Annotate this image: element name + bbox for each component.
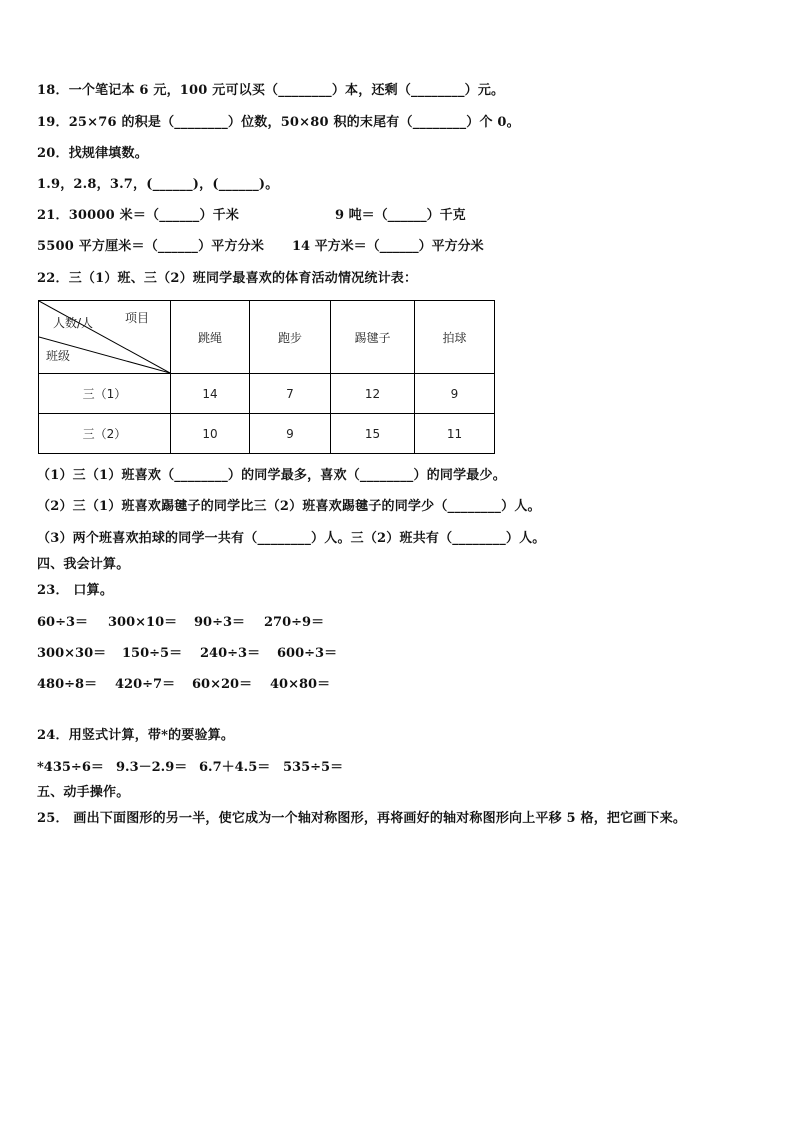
table-header: 跳绳 bbox=[171, 301, 250, 374]
section-5-heading: 五、动手操作。 bbox=[37, 785, 130, 800]
oral-item: 420÷7＝ bbox=[115, 677, 176, 692]
table-cell: 7 bbox=[250, 374, 331, 414]
section-4-heading: 四、我会计算。 bbox=[37, 557, 130, 572]
question-21-a: 21．30000 米＝（______）千米 bbox=[37, 208, 240, 223]
oral-item: 300×30＝ bbox=[37, 646, 107, 661]
table-row-label: 三（2） bbox=[39, 414, 171, 454]
table-header: 踢毽子 bbox=[331, 301, 415, 374]
corner-label-item: 项目 bbox=[125, 311, 150, 325]
question-25: 25． 画出下面图形的另一半，使它成为一个轴对称图形，再将画好的轴对称图形向上平移 5 格，把它画下来。 bbox=[37, 811, 687, 826]
table-header: 拍球 bbox=[415, 301, 495, 374]
corner-label-count: 人数/人 bbox=[53, 316, 94, 330]
question-20: 20．找规律填数。 bbox=[37, 146, 148, 161]
question-20-sequence: 1.9，2.8，3.7，(______)，(______)。 bbox=[37, 177, 279, 192]
table-cell: 15 bbox=[331, 414, 415, 454]
table-header: 跑步 bbox=[250, 301, 331, 374]
oral-item: 40×80＝ bbox=[270, 677, 331, 692]
question-23: 23． 口算。 bbox=[37, 583, 114, 598]
oral-item: 240÷3＝ bbox=[200, 646, 261, 661]
oral-item: 300×10＝ bbox=[108, 615, 178, 630]
table-corner-cell bbox=[39, 301, 171, 374]
table-cell: 14 bbox=[171, 374, 250, 414]
oral-item: 90÷3＝ bbox=[194, 615, 246, 630]
vertical-item: 9.3－2.9＝ bbox=[116, 760, 188, 775]
question-21-b: 9 吨＝（______）千克 bbox=[335, 208, 466, 223]
corner-label-class: 班级 bbox=[46, 349, 71, 363]
oral-item: 600÷3＝ bbox=[277, 646, 338, 661]
table-cell: 9 bbox=[415, 374, 495, 414]
stats-table bbox=[38, 300, 495, 454]
question-22: 22．三（1）班、三（2）班同学最喜欢的体育活动情况统计表： bbox=[37, 271, 418, 286]
question-24: 24．用竖式计算，带*的要验算。 bbox=[37, 728, 235, 743]
question-21-d: 14 平方米＝（______）平方分米 bbox=[292, 239, 484, 254]
vertical-item: 6.7＋4.5＝ bbox=[199, 760, 271, 775]
question-21-c: 5500 平方厘米＝（______）平方分米 bbox=[37, 239, 265, 254]
oral-item: 150÷5＝ bbox=[122, 646, 183, 661]
oral-item: 480÷8＝ bbox=[37, 677, 98, 692]
question-19: 19．25×76 的积是（________）位数，50×80 积的末尾有（________）个 0。 bbox=[37, 115, 520, 130]
vertical-item: 535÷5＝ bbox=[283, 760, 344, 775]
table-cell: 11 bbox=[415, 414, 495, 454]
question-22-part-3: （3）两个班喜欢拍球的同学一共有（________）人。三（2）班共有（________）人。 bbox=[37, 531, 546, 546]
table-cell: 9 bbox=[250, 414, 331, 454]
oral-item: 60×20＝ bbox=[192, 677, 253, 692]
table-row bbox=[39, 374, 495, 414]
question-22-part-1: （1）三（1）班喜欢（________）的同学最多，喜欢（________）的同学最少。 bbox=[37, 468, 506, 483]
table-cell: 12 bbox=[331, 374, 415, 414]
table-row-label: 三（1） bbox=[39, 374, 171, 414]
vertical-item: *435÷6＝ bbox=[37, 760, 104, 775]
question-18: 18．一个笔记本 6 元，100 元可以买（________）本，还剩（________）元。 bbox=[37, 83, 505, 98]
question-22-part-2: （2）三（1）班喜欢踢毽子的同学比三（2）班喜欢踢毽子的同学少（________）人。 bbox=[37, 499, 541, 514]
oral-item: 270÷9＝ bbox=[264, 615, 325, 630]
oral-item: 60÷3＝ bbox=[37, 615, 89, 630]
table-row bbox=[39, 414, 495, 454]
table-cell: 10 bbox=[171, 414, 250, 454]
